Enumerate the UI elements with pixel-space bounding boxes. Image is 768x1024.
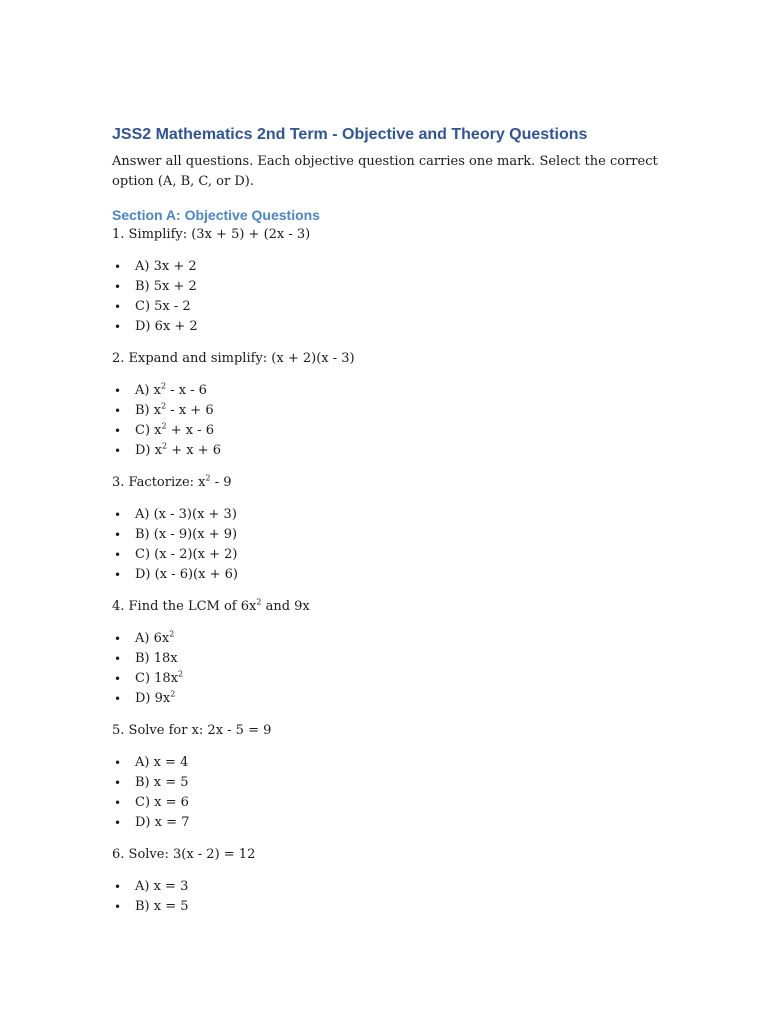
option-item	[112, 545, 672, 565]
option-item	[112, 773, 672, 793]
bullet-icon: •	[114, 692, 122, 706]
option-item	[112, 813, 672, 833]
option-item	[112, 277, 672, 297]
option-text: D) 6x + 2	[135, 319, 198, 334]
bullet-icon: •	[114, 384, 122, 398]
bullet-icon: •	[114, 280, 122, 294]
question-2	[112, 349, 672, 461]
option-list	[112, 877, 672, 917]
bullet-icon: •	[114, 900, 122, 914]
bullet-icon: •	[114, 776, 122, 790]
option-item	[112, 669, 672, 689]
option-item	[112, 565, 672, 585]
bullet-icon: •	[114, 528, 122, 542]
option-text: C) 5x - 2	[135, 299, 191, 314]
question-text: 5. Solve for x: 2x - 5 = 9	[112, 723, 272, 738]
bullet-icon: •	[114, 756, 122, 770]
bullet-icon: •	[114, 880, 122, 894]
question-text: 2. Expand and simplify: (x + 2)(x - 3)	[112, 351, 355, 366]
section-a-title: Section A: Objective Questions	[112, 207, 320, 223]
option-text: C) (x - 2)(x + 2)	[135, 547, 238, 562]
option-item	[112, 257, 672, 277]
option-text: B) (x - 9)(x + 9)	[135, 527, 238, 542]
bullet-icon: •	[114, 652, 122, 666]
option-item	[112, 505, 672, 525]
question-5	[112, 721, 672, 833]
bullet-icon: •	[114, 816, 122, 830]
question-text: 4. Find the LCM of $6x^2$ and 9x	[112, 597, 310, 614]
bullet-icon: •	[114, 796, 122, 810]
bullet-icon: •	[114, 444, 122, 458]
bullet-icon: •	[114, 632, 122, 646]
bullet-icon: •	[114, 300, 122, 314]
option-text: B) 18x	[135, 651, 178, 666]
option-text: B) x = 5	[135, 775, 189, 790]
option-item	[112, 689, 672, 709]
option-item	[112, 317, 672, 337]
bullet-icon: •	[114, 424, 122, 438]
question-3	[112, 473, 672, 585]
bullet-icon: •	[114, 672, 122, 686]
question-6	[112, 845, 672, 917]
option-item	[112, 297, 672, 317]
option-list	[112, 257, 672, 337]
option-text: A) $6x^2$	[135, 629, 175, 646]
option-item	[112, 753, 672, 773]
option-text: B) $x^2 - x + 6$	[135, 401, 214, 418]
option-item	[112, 629, 672, 649]
option-text: D) $x^2 + x + 6$	[135, 441, 221, 458]
document-page	[112, 124, 672, 929]
question-text: 3. Factorize: $x^2 - 9$	[112, 473, 232, 490]
option-list	[112, 753, 672, 833]
question-list	[112, 225, 672, 917]
bullet-icon: •	[114, 260, 122, 274]
option-text: D) (x - 6)(x + 6)	[135, 567, 238, 582]
option-text: A) $x^2$ - x - 6	[135, 381, 207, 398]
bullet-icon: •	[114, 568, 122, 582]
option-item	[112, 381, 672, 401]
option-text: A) x = 4	[135, 755, 189, 770]
option-list	[112, 629, 672, 709]
question-text: 6. Solve: 3(x - 2) = 12	[112, 847, 256, 862]
bullet-icon: •	[114, 320, 122, 334]
question-4	[112, 597, 672, 709]
option-item	[112, 441, 672, 461]
option-text: D) x = 7	[135, 815, 190, 830]
option-text: D) $9x^2$	[135, 689, 176, 706]
bullet-icon: •	[114, 508, 122, 522]
option-text: A) (x - 3)(x + 3)	[135, 507, 237, 522]
option-item	[112, 793, 672, 813]
option-list	[112, 505, 672, 585]
document-title: JSS2 Mathematics 2nd Term - Objective and Theory Questions	[112, 126, 588, 143]
option-text: C) $x^2 + x - 6$	[135, 421, 214, 438]
instructions-text: Answer all questions. Each objective question carries one mark. Select the correct option (A, B, C, or D).	[112, 154, 658, 189]
bullet-icon: •	[114, 548, 122, 562]
question-text: 1. Simplify: (3x + 5) + (2x - 3)	[112, 227, 311, 242]
option-list	[112, 381, 672, 461]
option-item	[112, 401, 672, 421]
option-item	[112, 877, 672, 897]
option-item	[112, 525, 672, 545]
option-text: B) x = 5	[135, 899, 189, 914]
bullet-icon: •	[114, 404, 122, 418]
option-item	[112, 421, 672, 441]
option-item	[112, 897, 672, 917]
option-text: C) x = 6	[135, 795, 189, 810]
question-1	[112, 225, 672, 337]
option-text: A) 3x + 2	[135, 259, 197, 274]
option-text: C) $18x^2$	[135, 669, 184, 686]
option-item	[112, 649, 672, 669]
option-text: B) 5x + 2	[135, 279, 197, 294]
option-text: A) x = 3	[135, 879, 189, 894]
